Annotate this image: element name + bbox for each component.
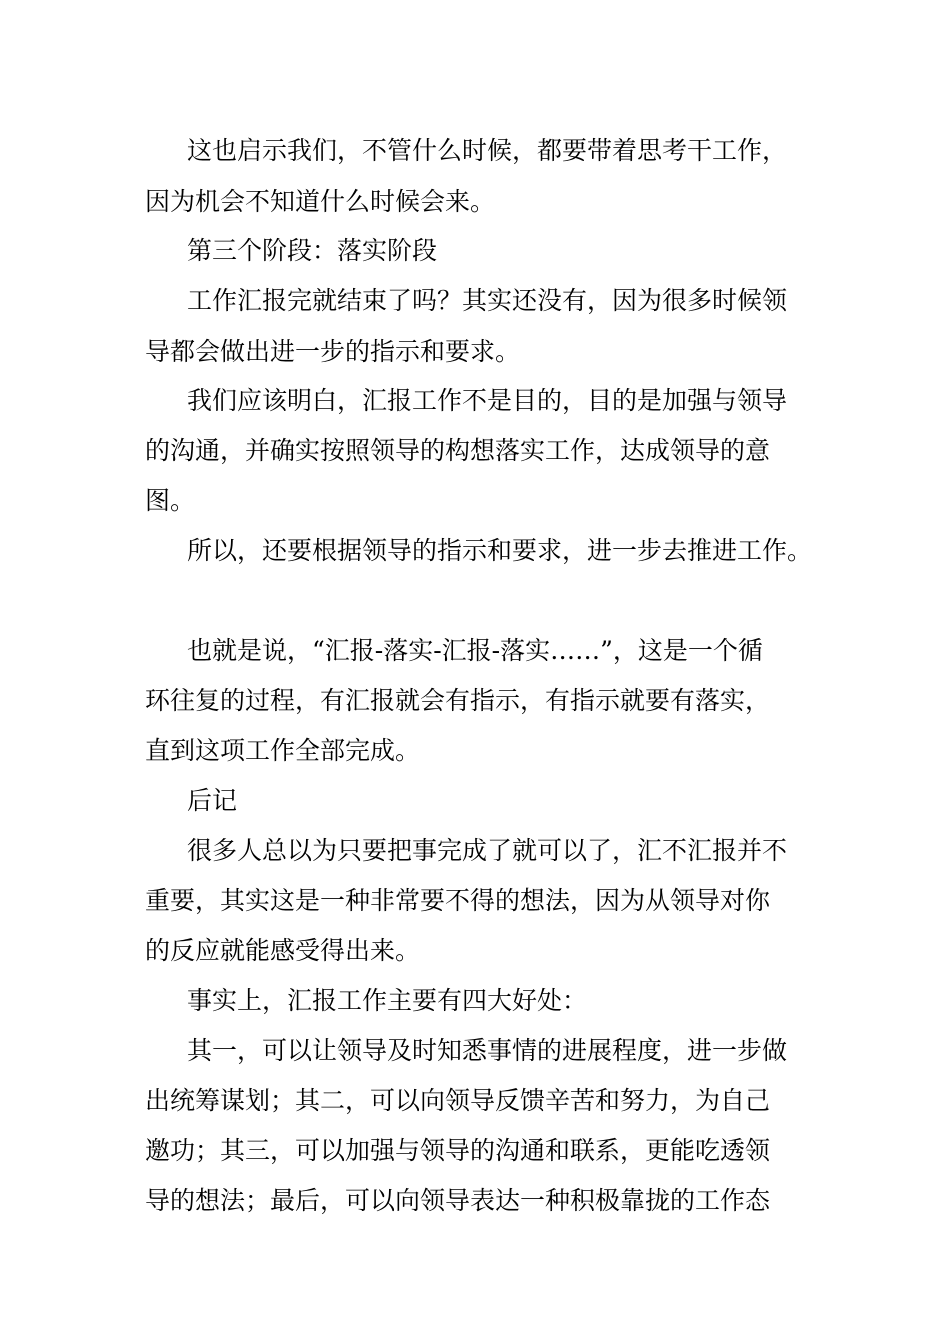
paragraph-line-17: 事实上，汇报工作主要有四大好处： [187,986,588,1015]
paragraph-line-16: 的反应就能感受得出来。 [145,936,421,965]
paragraph-line-12: 直到这项工作全部完成。 [145,736,421,765]
section-heading-stage-three: 第三个阶段：落实阶段 [187,236,438,265]
paragraph-line-21: 导的想法；最后，可以向领导表达一种积极靠拢的工作态 [145,1186,771,1215]
paragraph-line-15: 重要，其实这是一种非常要不得的想法，因为从领导对你 [145,886,771,915]
paragraph-line-10: 也就是说，“汇报-落实-汇报-落实……”，这是一个循 [187,636,763,665]
paragraph-line-20: 邀功；其三，可以加强与领导的沟通和联系，更能吃透领 [145,1136,771,1165]
paragraph-line-9: 所以，还要根据领导的指示和要求，进一步去推进工作。 [187,536,813,565]
paragraph-line-19: 出统筹谋划；其二，可以向领导反馈辛苦和努力，为自己 [145,1086,771,1115]
paragraph-line-6: 我们应该明白，汇报工作不是目的，目的是加强与领导 [187,386,788,415]
paragraph-line-1: 这也启示我们，不管什么时候，都要带着思考干工作， [187,136,788,165]
paragraph-line-14: 很多人总以为只要把事完成了就可以了，汇不汇报并不 [187,836,788,865]
paragraph-line-11: 环往复的过程，有汇报就会有指示，有指示就要有落实， [145,686,771,715]
section-heading-afterword: 后记 [187,786,238,815]
paragraph-line-5: 导都会做出进一步的指示和要求。 [145,337,521,366]
paragraph-line-7: 的沟通，并确实按照领导的构想落实工作，达成领导的意 [145,436,771,465]
paragraph-line-18: 其一，可以让领导及时知悉事情的进展程度，进一步做 [187,1036,788,1065]
paragraph-line-4: 工作汇报完就结束了吗？其实还没有，因为很多时候领 [187,286,788,315]
paragraph-line-8: 图。 [145,486,196,515]
paragraph-line-2: 因为机会不知道什么时候会来。 [145,187,496,216]
